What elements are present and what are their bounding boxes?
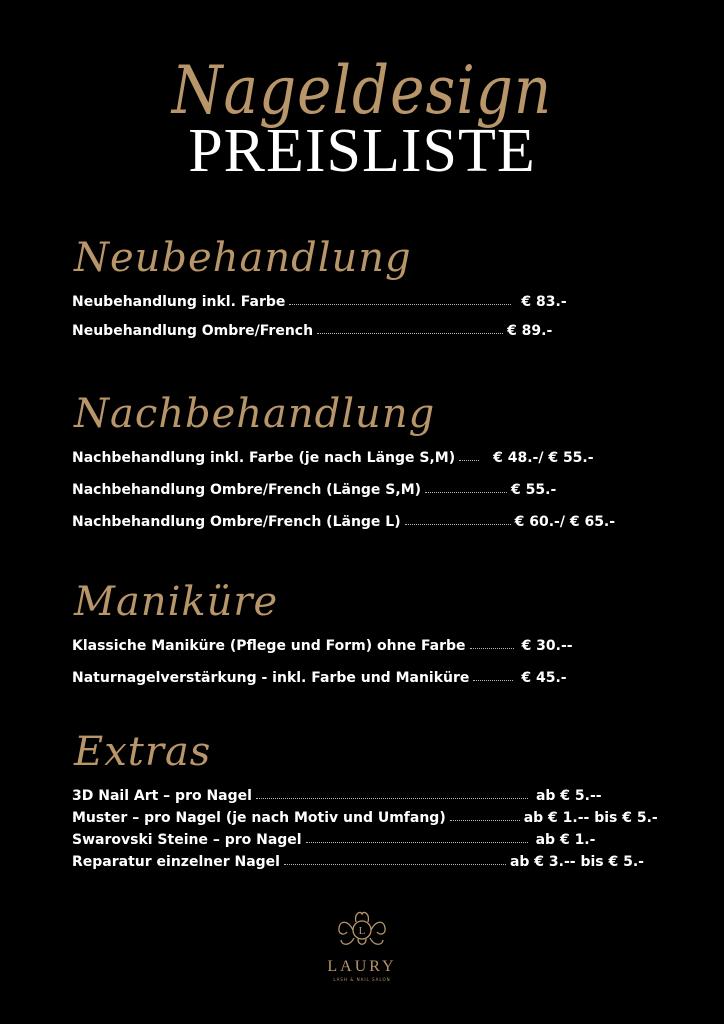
item-price: ab € 1.- — [535, 832, 596, 848]
price-row — [72, 294, 672, 310]
dotted-leader — [473, 680, 513, 681]
svg-text:L: L — [358, 925, 366, 937]
dotted-leader — [306, 842, 528, 843]
price-row — [72, 832, 672, 848]
dotted-leader — [256, 798, 528, 799]
item-price: € 30.-- — [521, 638, 573, 654]
price-row — [72, 638, 672, 654]
price-row — [72, 854, 672, 870]
header — [0, 50, 724, 185]
item-price: € 89.- — [507, 323, 553, 339]
item-price: € 60.-/ € 65.- — [514, 514, 616, 530]
item-label: Nachbehandlung inkl. Farbe (je nach Länge S,M) — [72, 450, 456, 466]
price-row — [72, 514, 672, 530]
item-label: Nachbehandlung Ombre/French (Länge S,M) — [72, 482, 422, 498]
price-row — [72, 670, 672, 686]
page-title: PREISLISTE — [188, 117, 536, 185]
logo-name: LAURY — [327, 958, 397, 975]
salon-logo — [312, 906, 412, 982]
price-row — [72, 788, 672, 804]
price-row — [72, 323, 672, 339]
item-label: Neubehandlung inkl. Farbe — [72, 294, 286, 310]
section-title: Nachbehandlung — [74, 391, 436, 437]
price-row — [72, 810, 672, 826]
dotted-leader — [317, 333, 503, 334]
section-nachbehandlung — [72, 392, 672, 530]
item-label: Klassiche Maniküre (Pflege und Form) ohne Farbe — [72, 638, 466, 654]
dotted-leader — [405, 524, 511, 525]
section-neubehandlung — [72, 236, 672, 339]
item-price: ab € 3.-- bis € 5.- — [509, 854, 644, 870]
dotted-leader — [450, 820, 520, 821]
item-label: Nachbehandlung Ombre/French (Länge L) — [72, 514, 401, 530]
item-price: € 83.- — [521, 294, 567, 310]
item-label: Reparatur einzelner Nagel — [72, 854, 280, 870]
section-manikuere — [72, 580, 672, 686]
dotted-leader — [470, 648, 514, 649]
price-row — [72, 482, 672, 498]
dotted-leader — [425, 492, 507, 493]
item-label: Naturnagelverstärkung - inkl. Farbe und Maniküre — [72, 670, 470, 686]
section-title: Neubehandlung — [74, 235, 412, 281]
dotted-leader — [289, 304, 511, 305]
logo-tagline: LASH & NAIL SALON — [333, 977, 391, 982]
item-price: ab € 5.-- — [535, 788, 602, 804]
dotted-leader — [459, 460, 479, 461]
ornament-icon — [312, 906, 412, 956]
item-label: 3D Nail Art – pro Nagel — [72, 788, 252, 804]
item-label: Muster – pro Nagel (je nach Motiv und Umfang) — [72, 810, 446, 826]
section-extras — [72, 730, 672, 870]
dotted-leader — [284, 864, 506, 865]
item-label: Neubehandlung Ombre/French — [72, 323, 314, 339]
item-price: € 55.- — [511, 482, 557, 498]
item-price: € 48.-/ € 55.- — [493, 450, 594, 466]
item-price: ab € 1.-- bis € 5.- — [523, 810, 658, 826]
price-row — [72, 450, 672, 466]
page-subtitle: Nageldesign — [171, 50, 553, 130]
item-label: Swarovski Steine – pro Nagel — [72, 832, 302, 848]
item-price: € 45.- — [521, 670, 567, 686]
section-title: Extras — [74, 729, 212, 775]
section-title: Maniküre — [74, 579, 279, 625]
